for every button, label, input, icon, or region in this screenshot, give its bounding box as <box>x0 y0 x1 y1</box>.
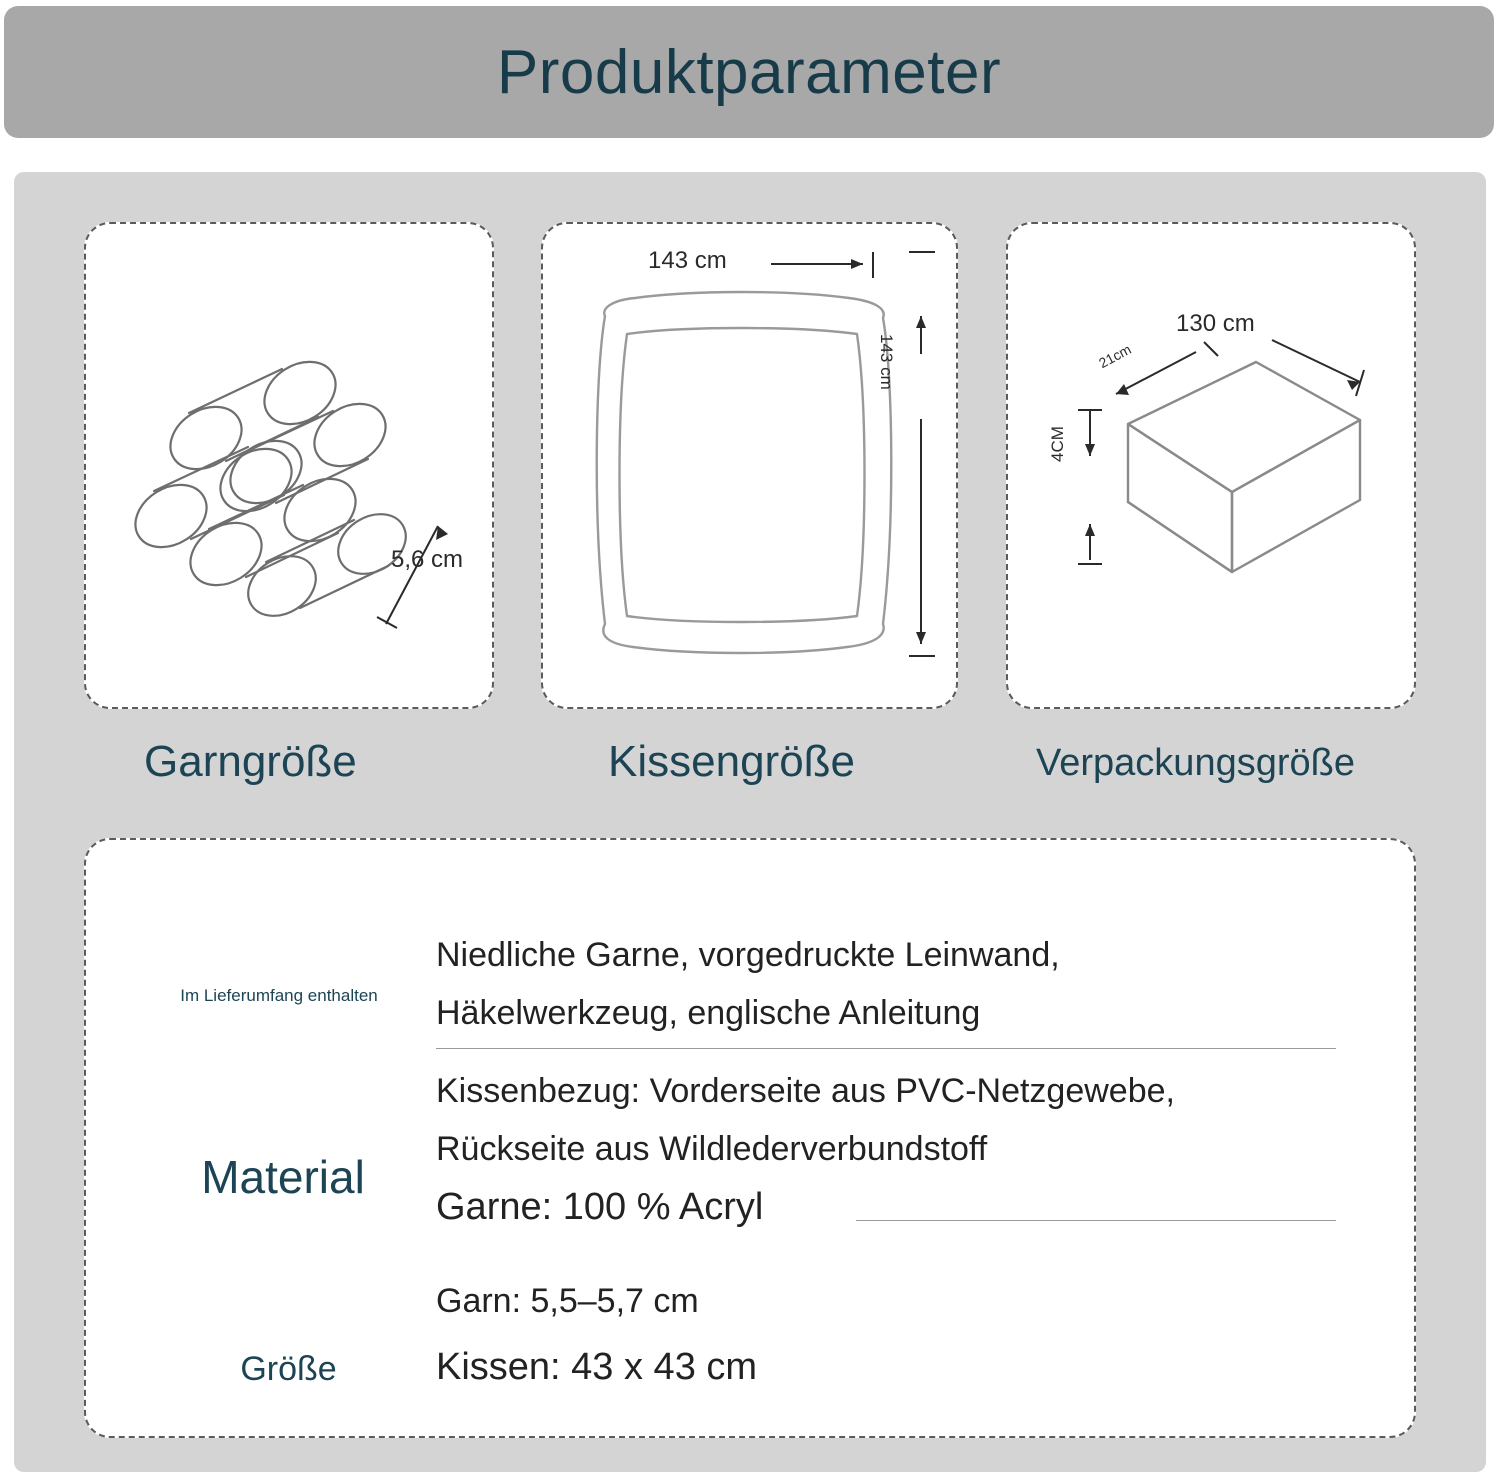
box-depth-label: 21cm <box>1096 340 1134 372</box>
material-text-line-1: Kissenbezug: Vorderseite aus PVC-Netzgewebe, <box>436 1072 1175 1110</box>
pillow-height-label: 143 cm <box>877 334 896 390</box>
caption-pillow-size: Kissengröße <box>608 737 856 786</box>
page-title: Produktparameter <box>496 37 1002 107</box>
included-text-line-2: Häkelwerkzeug, englische Anleitung <box>436 994 981 1032</box>
specification-table <box>84 838 1416 1438</box>
card-packaging-size <box>1006 222 1416 709</box>
divider-2 <box>856 1220 1336 1221</box>
box-illustration <box>1008 224 1414 707</box>
content-panel <box>14 172 1486 1472</box>
label-included: Im Lieferumfang enthalten <box>180 986 378 1005</box>
divider-1 <box>436 1048 1336 1049</box>
size-text-line-1: Garn: 5,5–5,7 cm <box>436 1282 699 1320</box>
card-yarn-size <box>84 222 494 709</box>
label-material: Material <box>201 1151 365 1203</box>
box-height-label: 4CM <box>1048 426 1067 462</box>
card-pillow-size <box>541 222 958 709</box>
pillow-illustration <box>543 224 956 707</box>
pillow-width-label: 143 cm <box>648 247 727 274</box>
yarn-bundle-illustration <box>86 224 492 707</box>
title-bar <box>4 6 1494 138</box>
material-text-line-3: Garne: 100 % Acryl <box>436 1186 764 1228</box>
caption-packaging-size: Verpackungsgröße <box>1036 742 1355 784</box>
included-text-line-1: Niedliche Garne, vorgedruckte Leinwand, <box>436 936 1060 974</box>
size-text-line-2: Kissen: 43 x 43 cm <box>436 1346 758 1388</box>
material-text-line-2: Rückseite aus Wildlederverbundstoff <box>436 1130 988 1168</box>
label-size: Größe <box>240 1350 337 1388</box>
caption-yarn-size: Garngröße <box>144 737 357 786</box>
box-width-label: 130 cm <box>1176 310 1255 337</box>
yarn-dimension-label: 5,6 cm <box>391 546 464 573</box>
size-cards-row <box>14 172 1486 832</box>
